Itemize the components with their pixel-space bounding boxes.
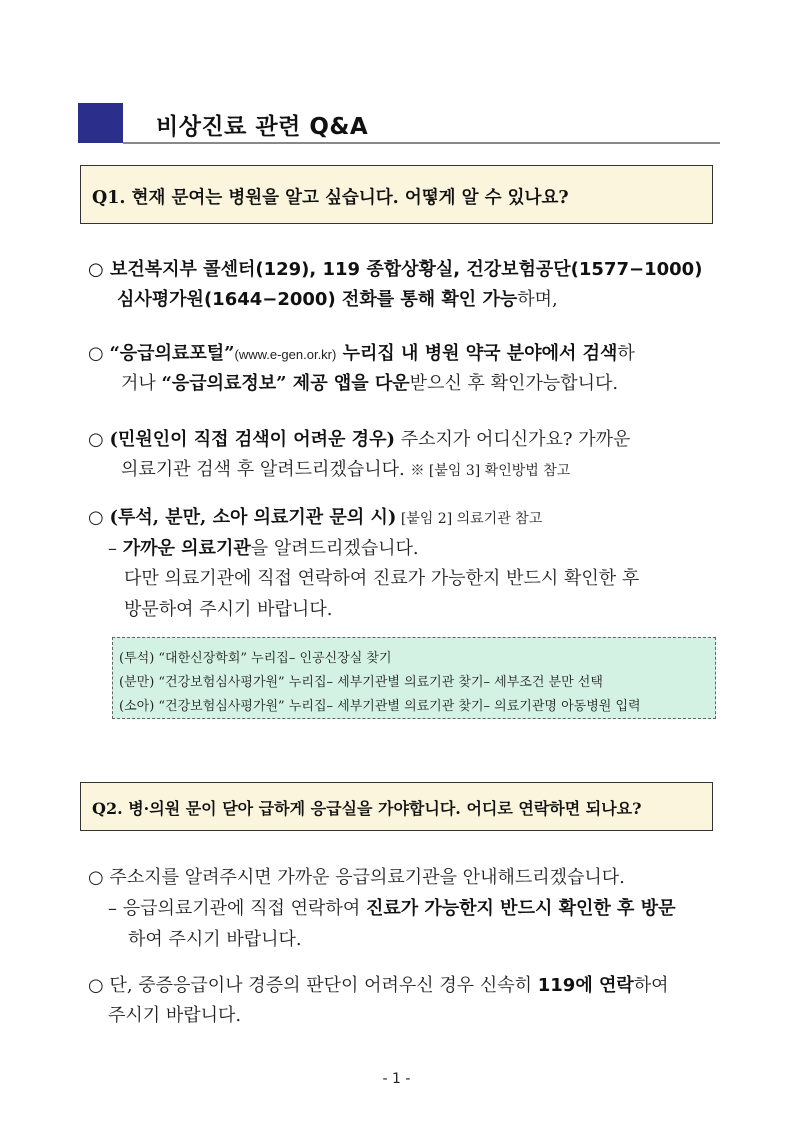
q1-answer-1-bold: 심사평가원(1644−2000) 전화를 통해 확인 가능	[117, 289, 518, 310]
page-title: 비상진료 관련 Q&A	[156, 114, 369, 140]
guide-line-pediatric: (소아) “건강보험심사평가원” 누리집– 세부기관별 의료기관 찾기– 의료기관명 아동병원 입력	[119, 699, 641, 714]
question-q2-text: Q2. 병·의원 문이 닫아 급하게 응급실을 가야합니다. 어디로 연락하면 되나요?	[92, 799, 642, 818]
line-prefix: 거나	[121, 373, 162, 394]
q1-answer-1-line1	[88, 258, 702, 282]
question-q1-text: Q1. 현재 문여는 병원을 알고 싶습니다. 어떻게 알 수 있나요?	[92, 188, 569, 208]
line-rest: 을 알려드리겠습니다.	[250, 538, 419, 559]
search-guide-box	[112, 637, 716, 719]
title-underline	[123, 142, 720, 144]
bullet: ○	[88, 429, 110, 450]
call-119-instruction: 119에 연락	[537, 975, 634, 996]
q1-answer-3-line1	[88, 428, 630, 452]
line-rest: 받으신 후 확인가능합니다.	[409, 373, 619, 394]
bullet: ○	[88, 343, 110, 364]
reference-note: [붙임 2] 의료기관 참고	[396, 511, 543, 527]
guide-line-dialysis: (투석) “대한신장학회” 누리집– 인공신장실 찾기	[119, 651, 392, 666]
line-tail: 하	[617, 343, 635, 364]
reference-note: ※ [붙임 3] 확인방법 참고	[410, 463, 571, 479]
q1-answer-4-line4: 방문하여 주시기 바랍니다.	[124, 599, 333, 620]
question-box-q1	[80, 165, 713, 224]
line-rest: 하여	[633, 975, 669, 996]
nearby-facility-label: 가까운 의료기관	[122, 538, 251, 559]
q1-answer-1-rest: 하며,	[517, 289, 558, 310]
line-text: 의료기관 검색 후 알려드리겠습니다.	[121, 459, 411, 480]
q2-answer-1-sub	[108, 897, 675, 921]
portal-url: (www.e-gen.or.kr)	[234, 347, 337, 362]
condition-label: (투석, 분만, 소아 의료기관 문의 시)	[109, 507, 397, 528]
question-box-q2	[80, 782, 713, 831]
q2-answer-1-line1: ○ 주소지를 알려주시면 가까운 응급의료기관을 안내해드리겠습니다.	[88, 867, 625, 888]
page-number: - 1 -	[382, 1071, 411, 1087]
line-prefix: – 응급의료기관에 직접 연락하여	[108, 898, 366, 919]
portal-name: “응급의료포털”	[109, 343, 235, 364]
line-rest: 주소지가 어디신가요? 가까운	[394, 429, 631, 450]
q1-answer-1-line2	[117, 288, 558, 312]
line-prefix: ○ 단, 중증응급이나 경증의 판단이 어려우신 경우 신속히	[88, 975, 538, 996]
q1-answer-4-sub	[108, 537, 419, 561]
search-instruction: 누리집 내 병원 약국 분야에서 검색	[336, 343, 618, 364]
dash: –	[108, 538, 123, 559]
q2-answer-1-line3: 하여 주시기 바랍니다.	[128, 929, 302, 950]
q1-answer-2-line2	[121, 372, 618, 396]
q1-answer-4-line3: 다만 의료기관에 직접 연락하여 진료가 가능한지 반드시 확인한 후	[124, 568, 640, 589]
q1-answer-1-text: ○ 보건복지부 콜센터(129), 119 종합상황실, 건강보험공단(1577−1000)	[88, 259, 703, 280]
section-header	[78, 103, 720, 143]
confirm-instruction: 진료가 가능한지 반드시 확인한 후 방문	[365, 898, 676, 919]
condition-label: (민원인이 직접 검색이 어려운 경우)	[109, 429, 395, 450]
guide-line-delivery: (분만) “건강보험심사평가원” 누리집– 세부기관별 의료기관 찾기– 세부조건 분만 선택	[119, 675, 603, 690]
q1-answer-2-line1	[88, 342, 635, 367]
q2-answer-2-line1	[88, 974, 669, 998]
title-marker-square	[78, 103, 123, 143]
app-instruction: “응급의료정보” 제공 앱을 다운	[161, 373, 410, 394]
q1-answer-4-line1	[88, 506, 542, 531]
bullet: ○	[88, 507, 110, 528]
q1-answer-3-line2	[121, 458, 570, 483]
q2-answer-2-line2: 주시기 바랍니다.	[108, 1005, 242, 1026]
